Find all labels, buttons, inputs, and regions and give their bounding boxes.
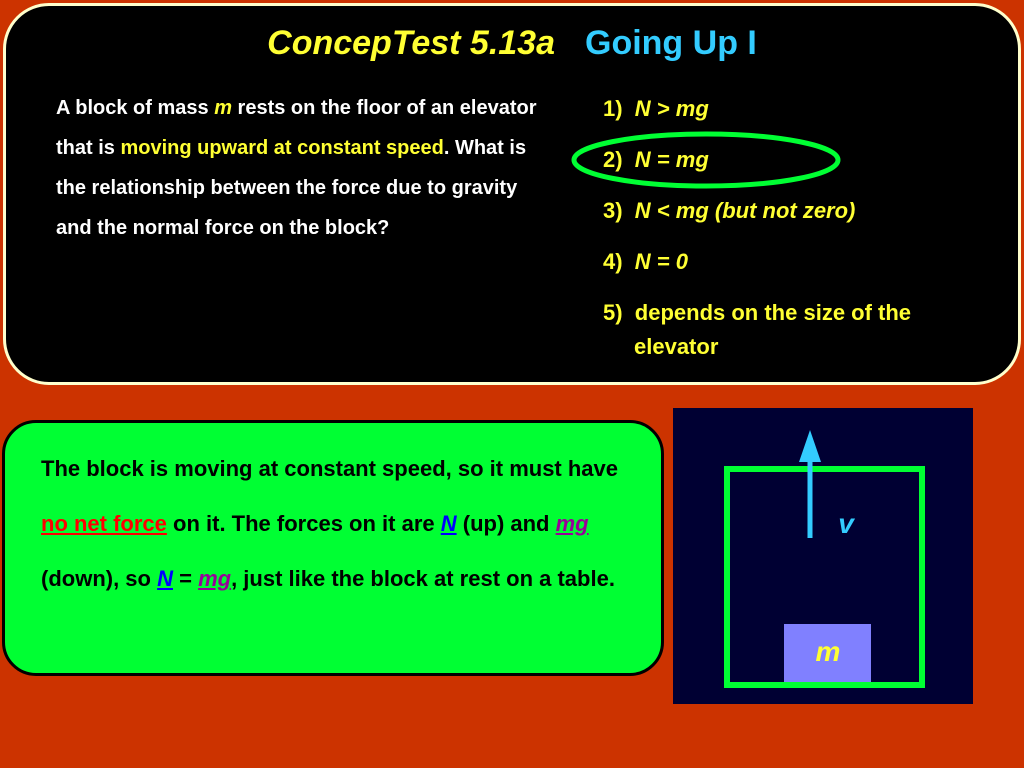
- choice-1-text: N > mg: [634, 96, 709, 121]
- question-part1: A block of mass: [56, 97, 215, 119]
- title-sub: Going Up I: [585, 24, 757, 62]
- slide-title: [0, 24, 1024, 63]
- question-part2: rests on the floor of an elevator that is: [56, 97, 537, 159]
- velocity-label: v: [838, 508, 854, 539]
- normal-force-symbol-2: N: [157, 566, 173, 591]
- choice-4-text: N = 0: [634, 249, 688, 274]
- elevator-diagram: [673, 408, 973, 704]
- choice-3-num: 3): [603, 198, 623, 223]
- explanation-s5: =: [172, 566, 199, 591]
- normal-force-symbol: N: [440, 511, 457, 536]
- explanation-s4: (down), so: [41, 566, 158, 591]
- choice-5-text: depends on the size of the: [634, 300, 912, 325]
- choice-4-num: 4): [603, 249, 623, 274]
- choice-4[interactable]: [603, 249, 688, 275]
- explanation-s1: The block is moving at constant speed, so it must have: [41, 456, 619, 481]
- explanation-s2: on it. The forces on it are: [166, 511, 441, 536]
- question-highlight: moving upward at constant speed: [120, 137, 444, 159]
- choice-2-text: N = mg: [634, 147, 709, 172]
- choice-5-num: 5): [603, 300, 623, 325]
- choice-3[interactable]: [603, 198, 855, 224]
- choice-5[interactable]: [603, 300, 911, 326]
- title-main: ConcepTest 5.13a: [267, 24, 555, 62]
- weight-symbol: mg: [555, 511, 589, 536]
- choice-3-text: N < mg (but not zero): [634, 198, 856, 223]
- choice-1[interactable]: [603, 96, 709, 122]
- weight-symbol-2: mg: [198, 566, 232, 591]
- mass-symbol: m: [214, 97, 232, 119]
- explanation-s6: , just like the block at rest on a table.: [231, 566, 615, 591]
- question-part3: . What is the relationship between the force due to gravity and the normal force on the block?: [56, 137, 527, 239]
- block-label: m: [815, 636, 841, 667]
- choice-5-continuation: elevator: [634, 334, 719, 359]
- no-net-force-text: no net force: [41, 511, 167, 536]
- explanation-text: [41, 441, 631, 606]
- question-text: [56, 88, 546, 248]
- correct-answer-ellipse: [570, 130, 842, 190]
- choice-2-num: 2): [603, 147, 623, 172]
- choice-1-num: 1): [603, 96, 623, 121]
- explanation-s3: (up) and: [456, 511, 556, 536]
